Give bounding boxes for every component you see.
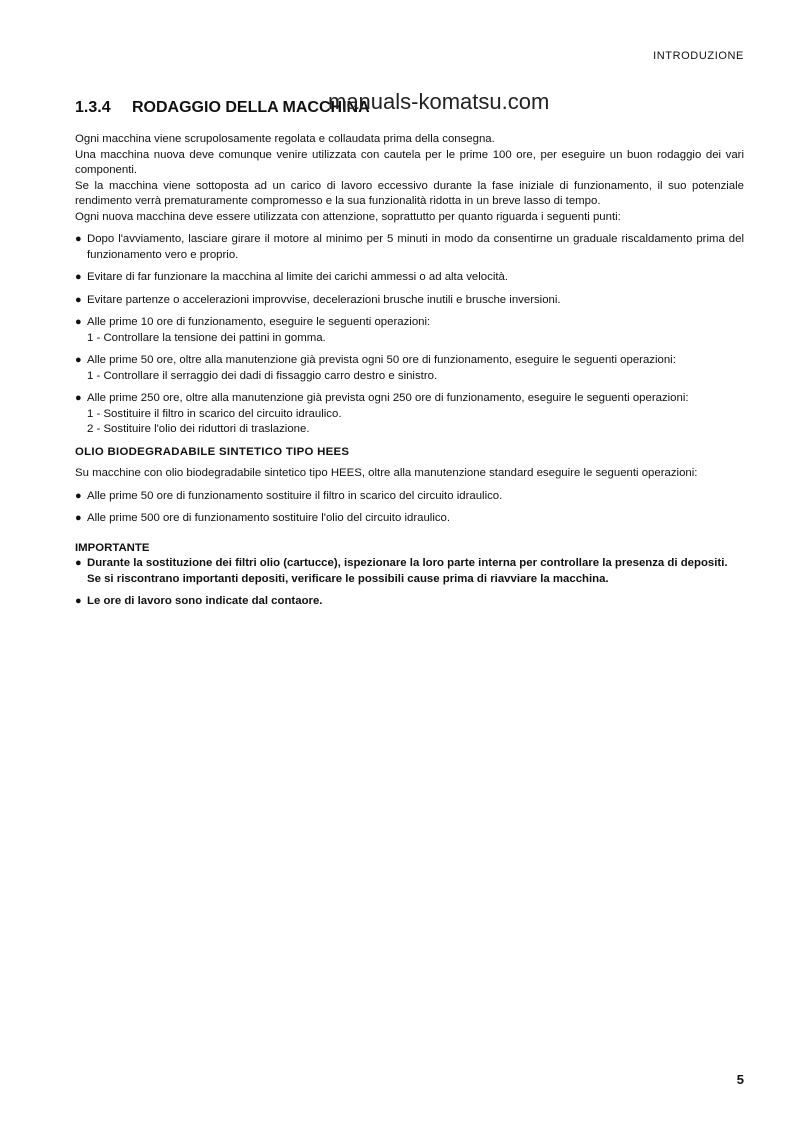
list-item-text: Evitare di far funzionare la macchina al limite dei carichi ammessi o ad alta velocità. <box>87 271 509 283</box>
list-item <box>75 489 744 505</box>
important-list <box>75 556 744 610</box>
intro-paragraph: Ogni nuova macchina deve essere utilizzata con attenzione, soprattutto per quanto riguarda i seguenti punti: <box>75 210 621 223</box>
list-item-text: Alle prime 10 ore di funzionamento, eseguire le seguenti operazioni: <box>87 316 431 328</box>
list-item <box>75 232 744 263</box>
section-title-text: RODAGGIO DELLA MACCHINA <box>132 99 370 116</box>
page-number: 5 <box>736 1072 744 1087</box>
bullet-icon: ● <box>75 512 82 524</box>
intro-paragraphs <box>75 132 744 225</box>
bullet-icon: ● <box>75 354 82 366</box>
list-item-subtext: 1 - Controllare la tensione dei pattini in gomma. <box>87 331 326 344</box>
list-item <box>75 556 744 587</box>
list-item <box>75 391 744 438</box>
intro-paragraph: Se la macchina viene sottoposta ad un carico di lavoro eccessivo durante la fase iniziale di funzionamento, il suo potenziale rendimento verrà prematuramente compromesso e la sua funzionalità ridotta in un breve lasso di tempo. <box>75 179 744 207</box>
hees-list <box>75 489 744 527</box>
hees-heading: OLIO BIODEGRADABILE SINTETICO TIPO HEES <box>75 445 350 458</box>
list-item-text: Alle prime 50 ore di funzionamento sostituire il filtro in scarico del circuito idraulico. <box>87 489 503 502</box>
watermark: manuals-komatsu.com <box>328 89 550 114</box>
list-item-text: Dopo l'avviamento, lasciare girare il motore al minimo per 5 minuti in modo da consentirne un graduale riscaldamento prima del funzionamento vero e proprio. <box>87 233 744 261</box>
page-content <box>75 89 744 610</box>
bullet-icon: ● <box>75 271 82 283</box>
list-item <box>75 315 744 346</box>
intro-paragraph: Una macchina nuova deve comunque venire utilizzata con cautela per le prime 100 ore, per eseguire un buon rodaggio dei vari componenti. <box>75 148 744 176</box>
list-item-subtext: 2 - Sostituire l'olio dei riduttori di traslazione. <box>87 423 310 435</box>
list-item <box>75 270 744 286</box>
list-item-subtext: 1 - Sostituire il filtro in scarico del circuito idraulico. <box>87 407 342 420</box>
running-header: INTRODUZIONE <box>653 50 744 62</box>
section-title <box>75 89 744 120</box>
bullet-icon: ● <box>75 392 82 404</box>
section-number: 1.3.4 <box>75 99 111 116</box>
important-heading: IMPORTANTE <box>75 541 150 554</box>
list-item <box>75 594 744 610</box>
bullet-icon: ● <box>75 595 82 607</box>
hees-paragraph: Su macchine con olio biodegradabile sintetico tipo HEES, oltre alla manutenzione standard eseguire le seguenti operazioni: <box>75 467 698 479</box>
list-item <box>75 511 744 527</box>
intro-paragraph: Ogni macchina viene scrupolosamente regolata e collaudata prima della consegna. <box>75 133 495 145</box>
list-item-text: Alle prime 50 ore, oltre alla manutenzione già prevista ogni 50 ore di funzionamento, eseguire le seguenti operazioni: <box>87 354 676 366</box>
list-item-text: Alle prime 250 ore, oltre alla manutenzione già prevista ogni 250 ore di funzionamento, eseguire le seguenti operazioni: <box>87 392 689 404</box>
running-in-list <box>75 232 744 438</box>
bullet-icon: ● <box>75 233 82 245</box>
list-item-subtext: Se si riscontrano importanti depositi, verificare le possibili cause prima di riavviare la macchina. <box>87 572 609 585</box>
list-item-text: Durante la sostituzione dei filtri olio (cartucce), ispezionare la loro parte interna per controllare la presenza di depositi. <box>87 557 728 569</box>
list-item-subtext: 1 - Controllare il serraggio dei dadi di fissaggio carro destro e sinistro. <box>87 369 438 382</box>
bullet-icon: ● <box>75 316 82 328</box>
bullet-icon: ● <box>75 293 82 306</box>
list-item-text: Alle prime 500 ore di funzionamento sostituire l'olio del circuito idraulico. <box>87 512 451 524</box>
list-item-text: Le ore di lavoro sono indicate dal contaore. <box>87 595 323 607</box>
bullet-icon: ● <box>75 557 82 569</box>
list-item <box>75 293 744 309</box>
list-item <box>75 353 744 384</box>
list-item-text: Evitare partenze o accelerazioni improvvise, decelerazioni brusche inutili e brusche inversioni. <box>87 293 561 306</box>
bullet-icon: ● <box>75 489 82 502</box>
